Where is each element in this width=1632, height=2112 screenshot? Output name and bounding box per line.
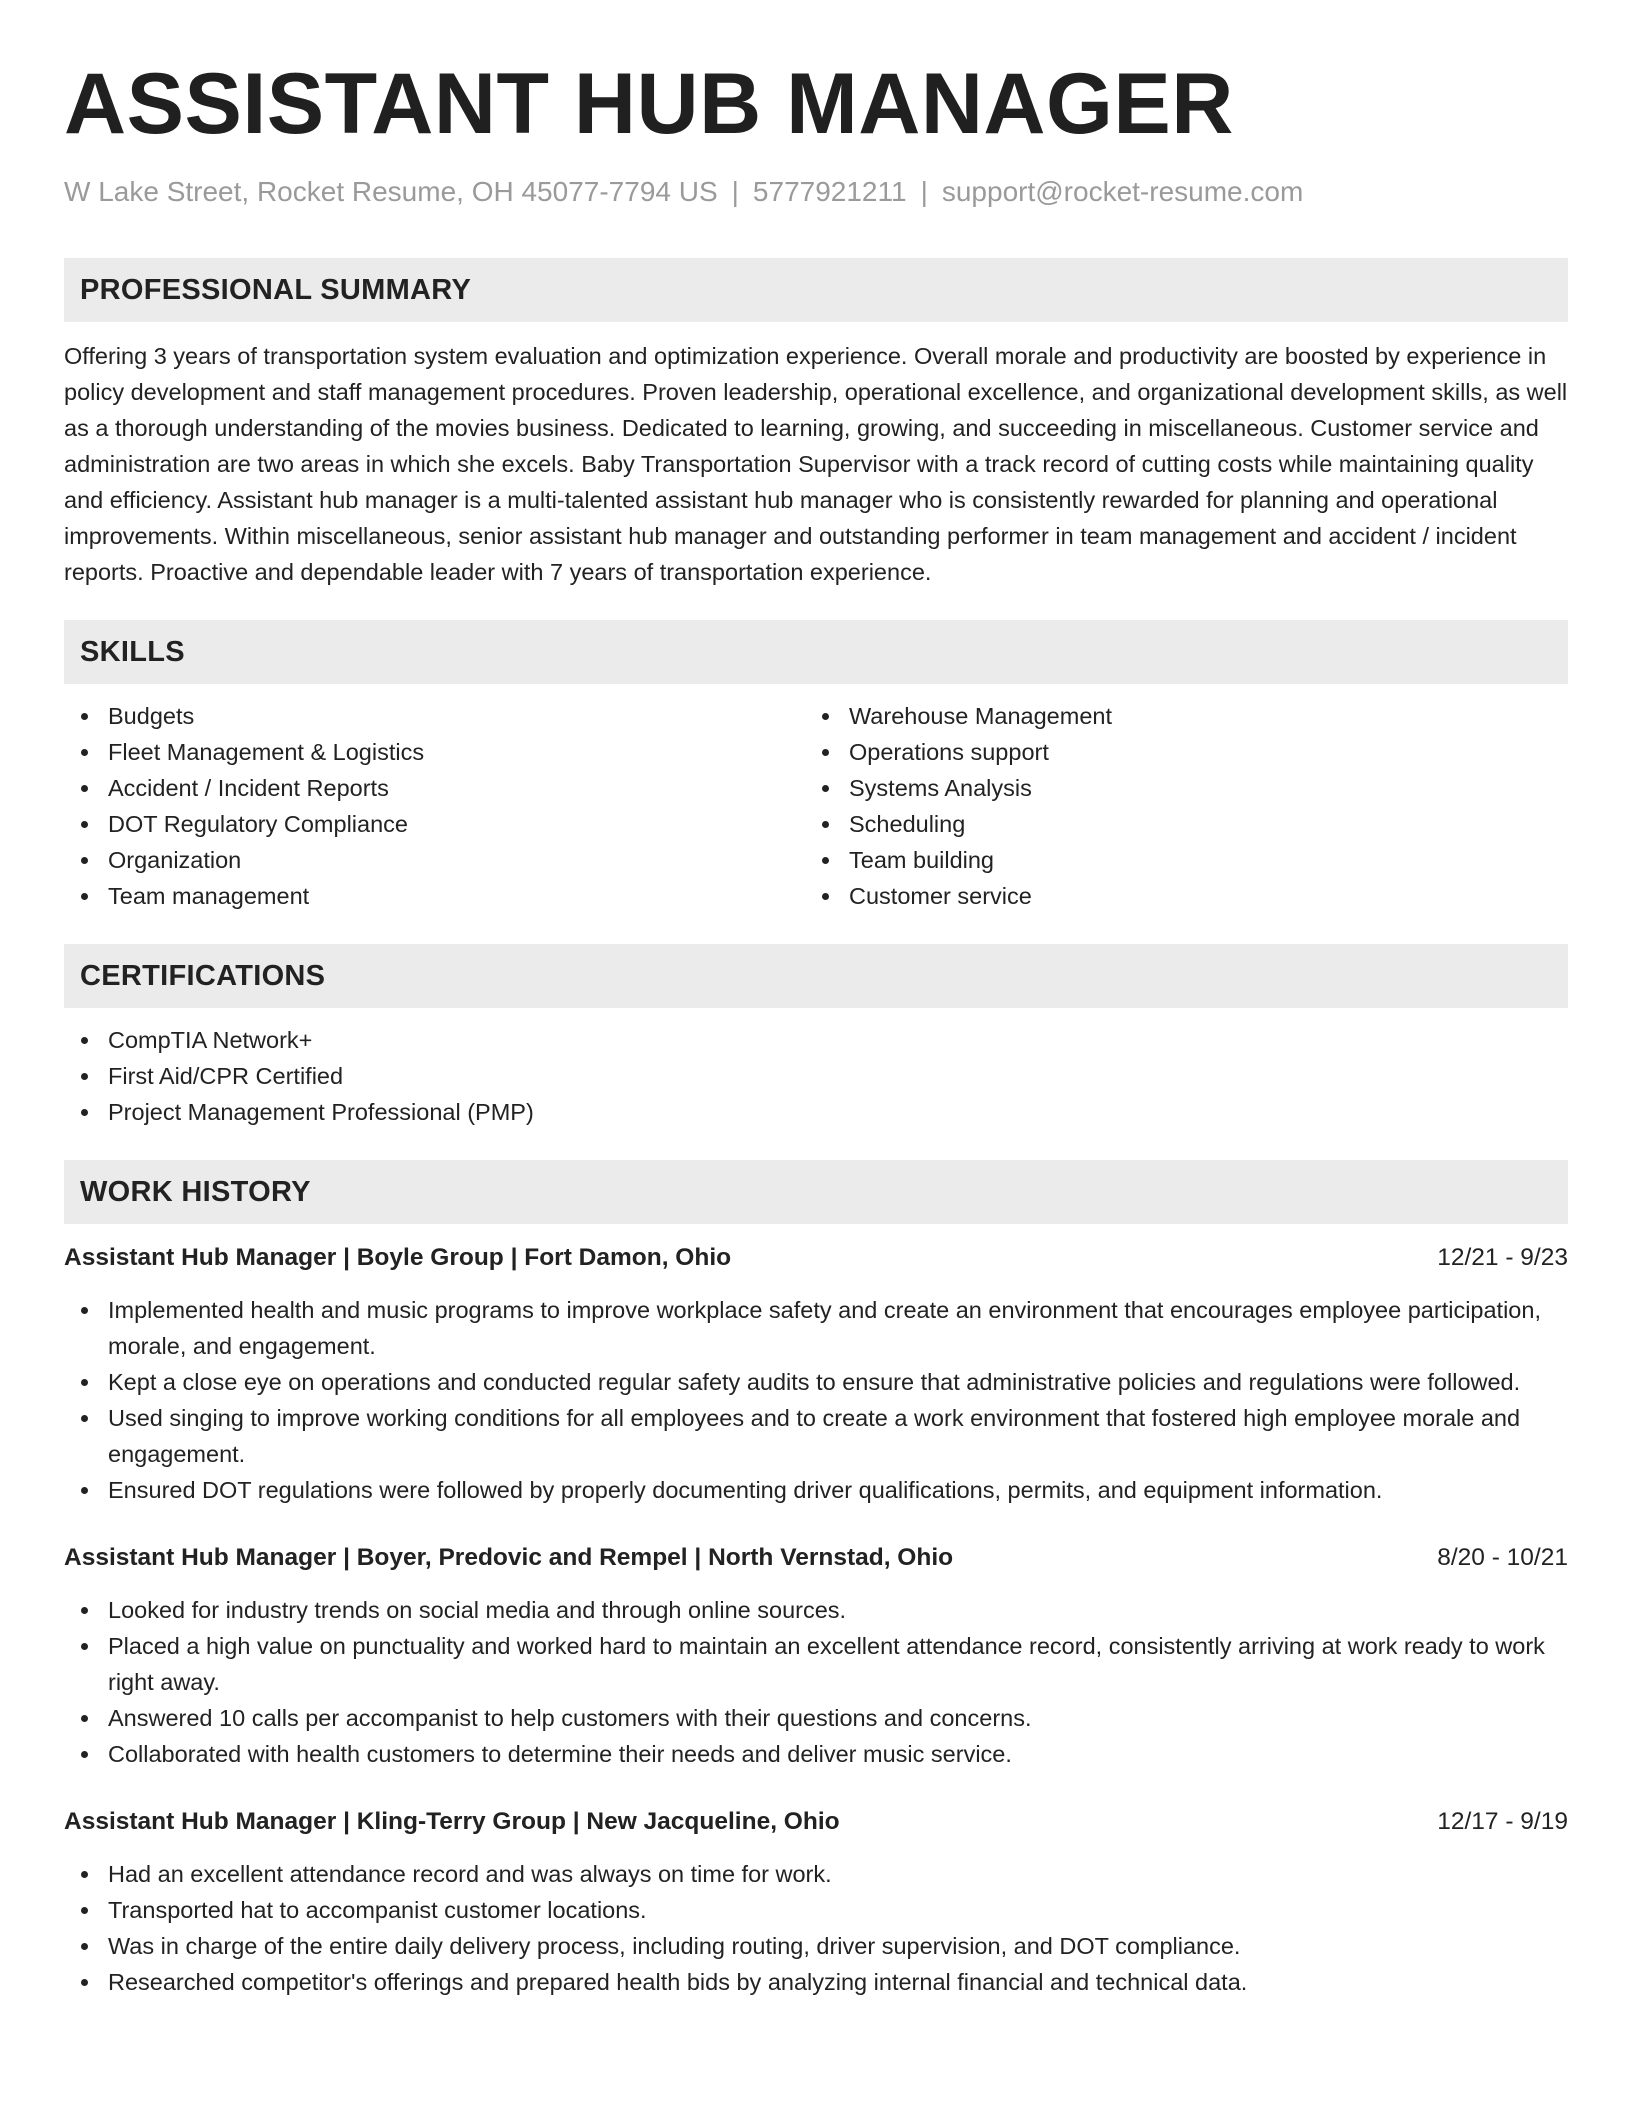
certifications-list (64, 1022, 1568, 1130)
skill-item: Budgets (64, 698, 805, 734)
job-bullets (64, 1292, 1568, 1508)
job-dates: 12/17 - 9/19 (1437, 1808, 1568, 1835)
certification-item: Project Management Professional (PMP) (64, 1094, 1568, 1130)
job-bullets (64, 1856, 1568, 2000)
contact-address: W Lake Street, Rocket Resume, OH 45077-7794 US (64, 176, 718, 207)
skill-item: Warehouse Management (805, 698, 1546, 734)
skills-column-right (805, 698, 1546, 914)
job-bullet: Looked for industry trends on social media and through online sources. (64, 1592, 1568, 1628)
contact-separator: | (920, 176, 928, 207)
certification-item: First Aid/CPR Certified (64, 1058, 1568, 1094)
contact-line (64, 174, 1568, 210)
skill-item: Team management (64, 878, 805, 914)
job-dates: 12/21 - 9/23 (1437, 1244, 1568, 1271)
job-entry (64, 1804, 1568, 2000)
section-heading-certifications: CERTIFICATIONS (64, 944, 1568, 1008)
skill-item: Customer service (805, 878, 1546, 914)
skill-item: Fleet Management & Logistics (64, 734, 805, 770)
job-header (64, 1804, 1568, 1840)
job-bullets (64, 1592, 1568, 1772)
job-bullet: Was in charge of the entire daily delivery process, including routing, driver supervision, and DOT compliance. (64, 1928, 1568, 1964)
job-bullet: Researched competitor's offerings and prepared health bids by analyzing internal financial and technical data. (64, 1964, 1568, 2000)
job-bullet: Had an excellent attendance record and was always on time for work. (64, 1856, 1568, 1892)
job-bullet: Used singing to improve working conditions for all employees and to create a work environment that fostered high employee morale and engagement. (64, 1400, 1568, 1472)
skills-list (64, 698, 1568, 914)
section-heading-work-history: WORK HISTORY (64, 1160, 1568, 1224)
job-bullet: Answered 10 calls per accompanist to help customers with their questions and concerns. (64, 1700, 1568, 1736)
job-bullet: Transported hat to accompanist customer locations. (64, 1892, 1568, 1928)
summary-text: Offering 3 years of transportation system evaluation and optimization experience. Overall morale and productivity are boosted by experience in policy development and staff management procedures. Proven leadership, operational excellence, and organizational development skills, as well as a thorough understanding of the movies business. Dedicated to learning, growing, and succeeding in miscellaneous. Customer service and administration are two areas in which she excels. Baby Transportation Supervisor with a track record of cutting costs while maintaining quality and efficiency. Assistant hub manager is a multi-talented assistant hub manager who is consistently rewarded for planning and operational improvements. Within miscellaneous, senior assistant hub manager and outstanding performer in team management and accident / incident reports. Proactive and dependable leader with 7 years of transportation experience. (64, 343, 1568, 585)
contact-separator: | (731, 176, 739, 207)
contact-email: support@rocket-resume.com (941, 176, 1304, 207)
job-bullet: Ensured DOT regulations were followed by properly documenting driver qualifications, permits, and equipment information. (64, 1472, 1568, 1508)
certification-item: CompTIA Network+ (64, 1022, 1568, 1058)
job-header (64, 1240, 1568, 1276)
resume-name: ASSISTANT HUB MANAGER (64, 56, 1234, 152)
job-bullet: Collaborated with health customers to determine their needs and deliver music service. (64, 1736, 1568, 1772)
job-bullet: Placed a high value on punctuality and worked hard to maintain an excellent attendance record, consistently arriving at work ready to work right away. (64, 1628, 1568, 1700)
resume-page (64, 56, 1568, 2000)
job-header (64, 1540, 1568, 1576)
skill-item: Operations support (805, 734, 1546, 770)
job-entry (64, 1240, 1568, 1508)
job-entry (64, 1540, 1568, 1772)
section-heading-skills: SKILLS (64, 620, 1568, 684)
skills-column-left (64, 698, 805, 914)
skill-item: DOT Regulatory Compliance (64, 806, 805, 842)
job-title: Assistant Hub Manager | Kling-Terry Group | New Jacqueline, Ohio (64, 1808, 840, 1835)
section-heading-summary: PROFESSIONAL SUMMARY (64, 258, 1568, 322)
job-dates: 8/20 - 10/21 (1437, 1544, 1568, 1571)
job-bullet: Implemented health and music programs to improve workplace safety and create an environment that encourages employee participation, morale, and engagement. (64, 1292, 1568, 1364)
contact-phone: 5777921211 (752, 176, 907, 207)
skill-item: Accident / Incident Reports (64, 770, 805, 806)
skill-item: Systems Analysis (805, 770, 1546, 806)
skill-item: Scheduling (805, 806, 1546, 842)
job-title: Assistant Hub Manager | Boyle Group | Fort Damon, Ohio (64, 1244, 732, 1271)
skill-item: Organization (64, 842, 805, 878)
skill-item: Team building (805, 842, 1546, 878)
job-title: Assistant Hub Manager | Boyer, Predovic and Rempel | North Vernstad, Ohio (64, 1544, 954, 1571)
job-bullet: Kept a close eye on operations and conducted regular safety audits to ensure that administrative policies and regulations were followed. (64, 1364, 1568, 1400)
